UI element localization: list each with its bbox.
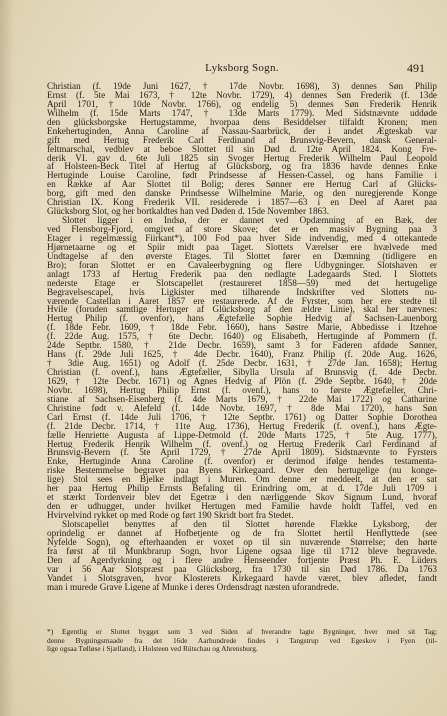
text-line: den er udhugget, under hvilket Hertugen med Familie havde holdt Taffel, ved en [47,502,437,511]
text-line: en Række af Aar Slottet til Bolig; deres Sønner ere Hertug Carl af Glücks- [47,180,437,190]
text-line: riske Bestemmelse begravet paa Byens Kirkegaard. Over den hertugelige (nu konge- [47,466,437,476]
text-line: gift med Hertug Frederik Carl Ferdinand af Brunsvig-Bevern, dansk General- [47,135,437,145]
text-line: Hans (f. 29de Juli 1625, † 4de Decbr. 1640), Franz Philip (f. 20de Aug. 1626, [47,350,437,360]
text-line: Christian (f. ovenf.), hans Ægtefæller, Sibylla Ursula af Brunsvig (f. 4de Decbr. [47,368,437,377]
text-line: Christian IX. Kong Frederik VII. residerede i 1857—63 i en Deel af Aaret paa [47,198,437,208]
text-line: borg, gift med den danske Prindsesse Wilhelmine Marie, og den nuregjerende Konge [47,189,437,199]
text-line: 24de Septbr. 1580, † 21de Decbr. 1659), samt 3 for Faderen afdøde Sønner, [47,341,437,351]
text-line: et stærkt Tordenveir blev det Egetræ i den nærliggende Skov Signum Lund, hvoraf [47,493,437,503]
text-line: April 1701, † 10de Novbr. 1766), og endelig 5) dennes Søn Frederik Henrik [47,99,437,109]
footnote-line: denne Bygningsmaade fra det 16de Aarhundrede findes i Tangstrup ved Egeskov i Fyen (til- [47,636,437,645]
text-line: Slotscapellet benyttes af den til Slottet hørende Flække Lyksborg, der [62,519,437,529]
text-line: Hertug Philip (f. ovenfor), hans Ægtefælle Sophie Hedvig af Sachsen-Lauenborg [47,314,437,324]
text-line: man i murede Grave Ligene af Munke i deres Ordensdragt næsten uforandrede. [47,582,339,592]
text-line: Etager i regelmæssig Fiirkant*), 100 Fod paa hver Side indvendig, med 4 ottekantede [47,233,437,243]
text-line: derik VI. gav d. 6te Juli 1825 sin Svoger Hertug Frederik Wilhelm Paul Leopold [47,153,437,163]
text-line: oprindelig er dannet af Hofbetjente og de fra Slottet hertil Henflyttede (see [47,528,437,538]
page-edge-shadow [0,0,14,716]
text-line: Hvile (foruden samtlige Hertuger af Glücksborg af den ældre Linie), skal her nævnes: [47,305,437,315]
text-line: Begravelsescapel, hvis Ligkister med tilhørende Indskrifter ved Slottets nu- [47,287,437,297]
footnote [47,628,437,654]
text-line: Vandet i Slotsgraven, hvor Klosterets Kirkegaard havde været, blev afledet, fandt [47,573,437,583]
text-line: Brunsvig-Bevern (f. 5te April 1729, † 27de April 1809). Sidstnævnte to Fyrsters [47,448,437,458]
text-line: feltmarschal, vedblev at beboe Slottet til sin Død d. 12te April 1824. Kong Fre- [47,144,437,154]
text-line: fra først af til Munkbrarup Sogn, hvor Ligene ogsaa lige til 1712 bleve begravede. [47,546,437,556]
text-line: fælle Henriette Augusta af Lippe-Detmold (f. 20de Marts 1725, † 5te Aug. 1777), [47,430,437,440]
text-line: Undtagelse af den øverste Etages. Til Slottet fører en Dæmning (tidligere en [47,251,437,261]
text-line: Bro); foran Slottet er en Cavaleerbygning og flere Udbygninger. Slotshaven er [47,260,437,270]
paragraph [47,216,437,520]
text-line: nederste Etage er Slotscapellet (restaureret 1858—59) med det hertugelige [47,278,437,288]
body-text [47,82,437,591]
text-line: Slottet ligger i en Indsø, der er dannet ved Opdæmning af en Bæk, der [62,216,437,225]
text-line: den glücksborgske Hertugstamme, hvorpaa dens Besiddelser tilfaldt Kronen; men [47,117,437,127]
text-line: Glücksborg Slot, og her bortkaldtes han ved Døden d. 15de November 1863. [47,207,330,217]
text-line: Christine født v. Alefeld (f. 14de Novbr. 1697, † 8de Mai 1720), hans Søn [47,403,437,413]
text-line: lige) Stol sees en Bjelke indlagt i Muren. Om denne er meddeelt, at den er sat [47,475,437,485]
footnote-line: *) Egentlig er Slottet bygget som 3 ved Siden af hverandre lagte Bygninger, hver med sit Tag; [47,628,437,636]
text-line: her paa Hertug Philip Ernsts Befaling til Erindring om, at d. 17de Juli 1709 i [47,484,437,494]
page-number: 491 [407,61,425,75]
text-line: anlagt 1733 af Hertug Frederik paa den nedlagte Ladegaards Sted. I Slottets [47,269,437,279]
text-line: Nyfelde Sogn), og efterhaanden er voxet op til sin nuværende Størrelse; den hørte [47,537,437,547]
text-line: Novbr. 1698), Hertug Philip Ernst (f. ovenf.), hans to første Ægtefæller, Chri- [47,385,437,395]
text-line: værende Castellan i Aaret 1857 ere restaurerede. Af de Fyrster, som her ere stedte til [47,296,437,306]
text-line: Christian (f. 19de Juni 1627, † 17de Novbr. 1698), 3) dennes Søn Philip [47,82,437,91]
text-line: 1629, † 12te Decbr. 1671) og Agnes Hedvig af Plön (f. 29de Septbr. 1640, † 20de [47,376,437,386]
text-line: Wilhelm (f. 15de Marts 1747, † 13de Marts 1779). Med Sidstnævnte uddøde [47,108,437,118]
paragraph [47,520,437,592]
text-line: Enke, Hertuginde Anna Caroline (f. ovenfor) er derimod ifølge hendes testamenta- [47,457,437,467]
text-line: (f. 22de Aug. 1575, † 6te Decbr. 1640) og Elisabeth, Hertuginde af Pommern (f. [47,332,437,342]
text-line: Hertuginde Louise Caroline, født Prindsesse af Hessen-Cassel, og hans Familie i [47,171,437,181]
text-line: (f. 18de Febr. 1609, † 18de Febr. 1660), hans Søstre Marie, Abbedisse i Itzehoe [47,323,437,333]
text-line: var i 56 Aar Slotspræst paa Glücksborg, fra 1730 til sin Død 1786. Da 1763 [47,564,437,574]
text-line: Hjørnetaarne og et Spiir midt paa Taget. Slottets Værelser ere hvælvede med [47,242,437,252]
text-line: ved Flensborg-Fjord, omgivet af store Skove; det er en massiv Bygning paa 3 [47,225,437,234]
text-line: (f. 21de Decbr. 1714, † 11te Aug. 1736), Hertug Frederik (f. ovenf.), hans Ægte- [47,421,437,431]
text-line: Enkehertuginden, Anna Caroline af Nassau-Saarbrück, der i andet Ægteskab var [47,126,437,136]
text-line: † 3die Aug. 1651) og Adolf (f. 25de Decbr. 1631, † 27de Jan. 1658); Hertug [47,359,437,368]
text-line: Ernst (f. 5te Mai 1673, † 12te Novbr. 1729), 4) dennes Søn Frederik (f. 13de [47,90,437,100]
text-line: Hertug Frederik Henrik Wilhelm (f. ovenf.) og Hertug Frederik Carl Ferdinand af [47,439,437,449]
running-title: Lyksborg Sogn. [205,62,279,74]
text-line: af Holsteen-Beck Titel af Hertug af Glücksborg, og fra 1836 havde dennes Enke [47,162,437,172]
text-line: Hvirvelvind rykket op med Rode og ført 190 Skridt bort fra Stedet. [47,511,294,520]
text-line: stiane af Sachsen-Eisenberg (f. 4de Marts 1679, † 22de Mai 1722) og Catharine [47,394,437,404]
paragraph [47,82,437,216]
footnote-line: lige ogsaa Tølløse i Sjælland), i Holsteen ved Rütschau og Ahrensburg. [47,645,258,654]
running-header [47,62,437,75]
text-line: Den af Agerdyrkning og i flere andre Henseender fortjente Præst Ph. E. Lüders [47,555,437,565]
text-line: Carl Ernst (f. 14de Juli 1706, † 12te Septbr. 1761) og Datter Sophie Dorothea [47,412,437,422]
